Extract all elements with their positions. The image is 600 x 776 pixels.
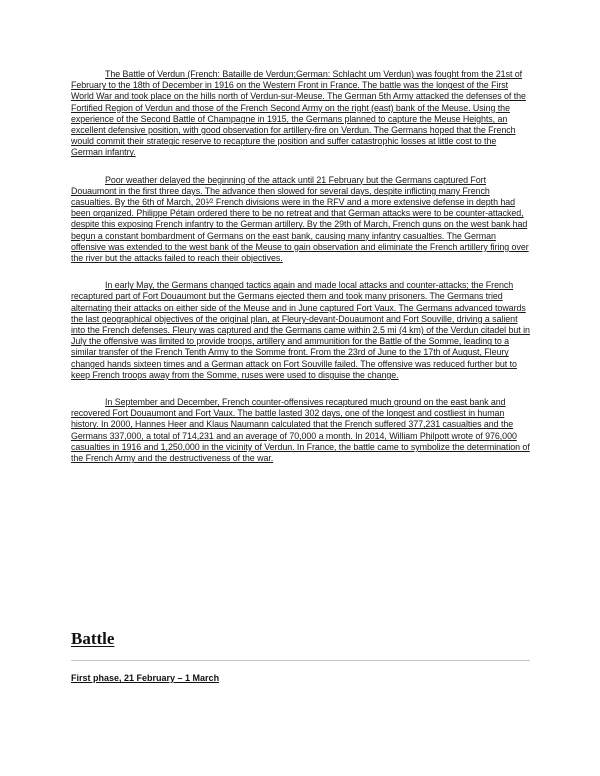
paragraph-text: Poor weather delayed the beginning of the attack until 21 February but the Germans captured Fort Douaumont in the first three days. The advance then slowed for several days, despite inflicting many French casualties. By the 6th of March, 20 — [71, 174, 490, 208]
document-body — [71, 69, 530, 480]
heading-divider — [71, 660, 530, 661]
paragraph-counter-offensives: In September and December, French counter-offensives recaptured much ground on the east bank and recovered Fort Douaumont and Fort Vaux. The battle lasted 302 days, one of the longest and costliest in human history. In 2000, Hannes Heer and Klaus Naumann calculated that the French suffered 377,231 casualties and the Germans 337,000, a total of 714,231 and an average of 70,000 a month. In 2014, William Philpott wrote of 976,000 casualties in 1916 and 1,250,000 in the vicinity of Verdun. In France, the battle came to symbolize the determination of the French Army and the destructiveness of the war. — [71, 397, 530, 464]
paragraph-attack-begins — [71, 175, 530, 265]
paragraph-intro: The Battle of Verdun (French: Bataille de Verdun;German: Schlacht um Verdun) was fought from the 21st of February to the 18th of December in 1916 on the Western Front in France. The battle was the longest of the First World War and took place on the hills north of Verdun-sur-Meuse. The German 5th Army attacked the defenses of the Fortified Region of Verdun and those of the French Second Army on the right (east) bank of the Meuse. Using the experience of the Second Battle of Champagne in 1915, the Germans planned to capture the Meuse Heights, an excellent defensive position, with good observation for artillery-fire on Verdun. The Germans hoped that the French would commit their strategic reserve to recapture the position and suffer catastrophic losses at little cost to the German infantry. — [71, 69, 526, 158]
paragraph-text: French divisions were in the RFV and a more extensive defense in depth had been organized. Philippe Pétain ordered there to be no retreat and that German attacks were to be counter-attacked, despite this exposing French infantry to the German artillery. By the 29th of March, French guns on the west bank had begun a constant bombardment of Germans on the east bank, causing many infantry casualties. The German offensive was extended to the west bank of the Meuse to gain observation and eliminate the French artillery firing over the river but the attacks failed to reach their objectives. — [71, 197, 529, 264]
subsection-heading: First phase, 21 February – 1 March — [71, 673, 220, 683]
fraction-numerator: 1 — [205, 199, 209, 206]
fraction-denominator: 2 — [210, 199, 214, 206]
fraction-slash: ⁄ — [208, 197, 211, 208]
section-heading-battle: Battle — [71, 629, 115, 648]
paragraph-tactics-change: In early May, the Germans changed tactics again and made local attacks and counter-attacks; the French recaptured part of Fort Douaumont but the Germans ejected them and took many prisoners. The Germans tried alternating their attacks on either side of the Meuse and in June captured Fort Vaux. The Germans advanced towards the last geographical objectives of the original plan, at Fleury-devant-Douaumont and Fort Souville, driving a salient into the French defenses. Fleury was captured and the Germans came within 2.5 mi (4 km) of the Verdun citadel but in July the offensive was limited to provide troops, artillery and ammunition for the Battle of the Somme, leading to a similar transfer of the French Tenth Army to the Somme front. From the 23rd of June to the 17th of August, Fleury changed hands sixteen times and a German attack on Fort Souville failed. The offensive was reduced further but to keep French troops away from the Somme, ruses were used to disguise the change. — [71, 280, 530, 380]
